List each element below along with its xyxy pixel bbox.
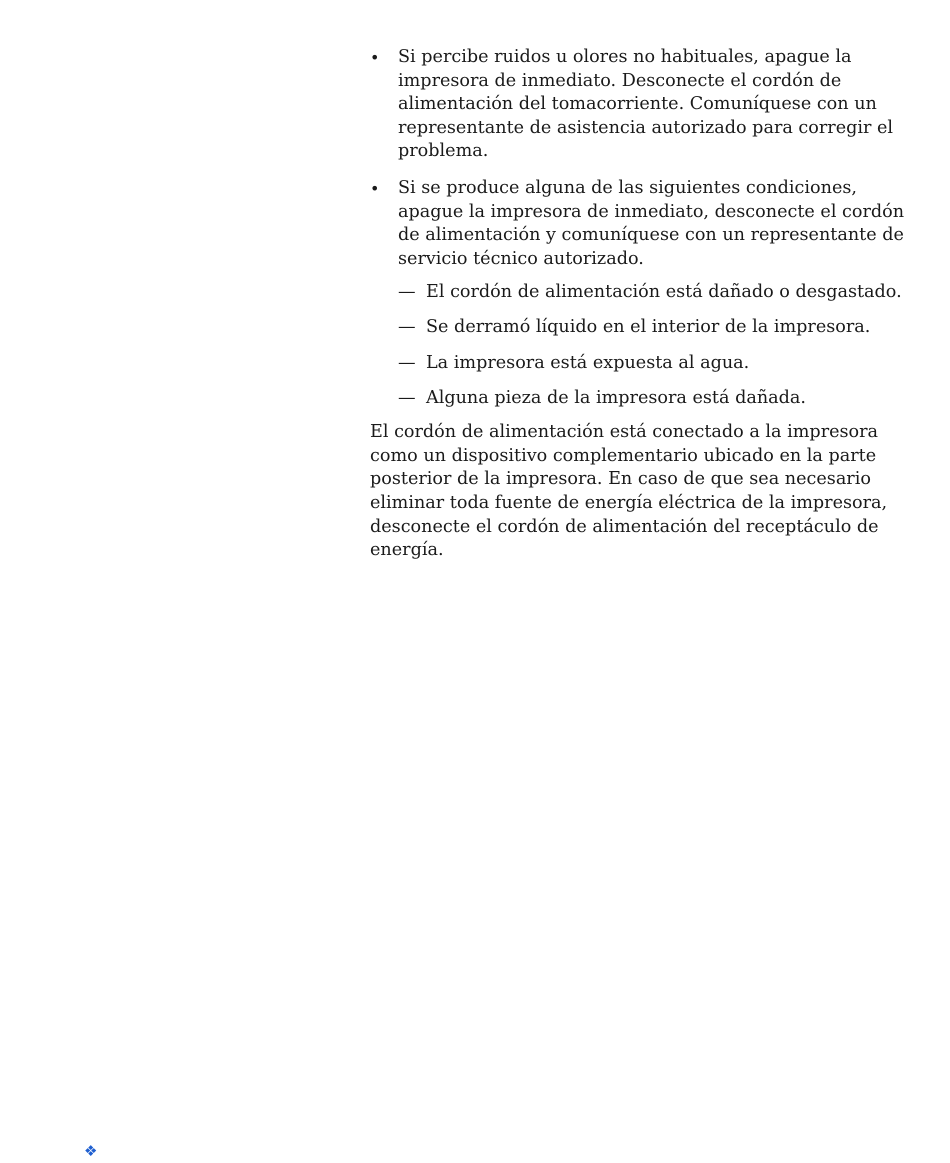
dash-marker: — [398,282,416,303]
safety-bullet-list [370,46,910,410]
dash-marker: — [398,352,416,373]
sub-item-water-exposure [398,352,910,376]
bullet-text: Si percibe ruidos u olores no habituales, apague la impresora de inmediato. Desconecte el cordón de alimentación del tomacorriente. Comuníquese con un representante de asistencia autorizado para corregir el problema. [398,47,894,162]
bullet-text: Si se produce alguna de las siguientes condiciones, apague la impresora de inmediato, desconecte el cordón de alimentación y comuníquese con un representante de servicio técnico autorizado. [398,177,905,269]
sub-item-text: Alguna pieza de la impresora está dañada. [426,387,806,408]
page-content [370,46,910,563]
power-cord-paragraph: El cordón de alimentación está conectado a la impresora como un dispositivo complementario ubicado en la parte posterior de la impresora. En caso de que sea necesario eliminar toda fuente de energía eléctrica de la impresora, desconecte el cordón de alimentación del receptáculo de energía. [370,422,888,561]
bullet-item-unusual-noise [370,46,910,164]
bullet-marker: • [370,178,380,198]
sub-item-liquid-spilled [398,316,910,340]
sub-item-text: Se derramó líquido en el interior de la impresora. [426,317,871,338]
bullet-marker: • [370,48,380,67]
sub-item-cord-damaged [398,281,910,305]
sub-item-text: El cordón de alimentación está dañado o desgastado. [426,282,902,303]
dash-marker: — [398,317,416,338]
conditions-sub-list [398,281,910,410]
diamond-ornament-icon: ❖ [84,1142,98,1160]
sub-item-text: La impresora está expuesta al agua. [426,352,750,373]
bullet-item-conditions [370,177,910,410]
sub-item-part-damaged [398,387,910,411]
dash-marker: — [398,387,416,408]
